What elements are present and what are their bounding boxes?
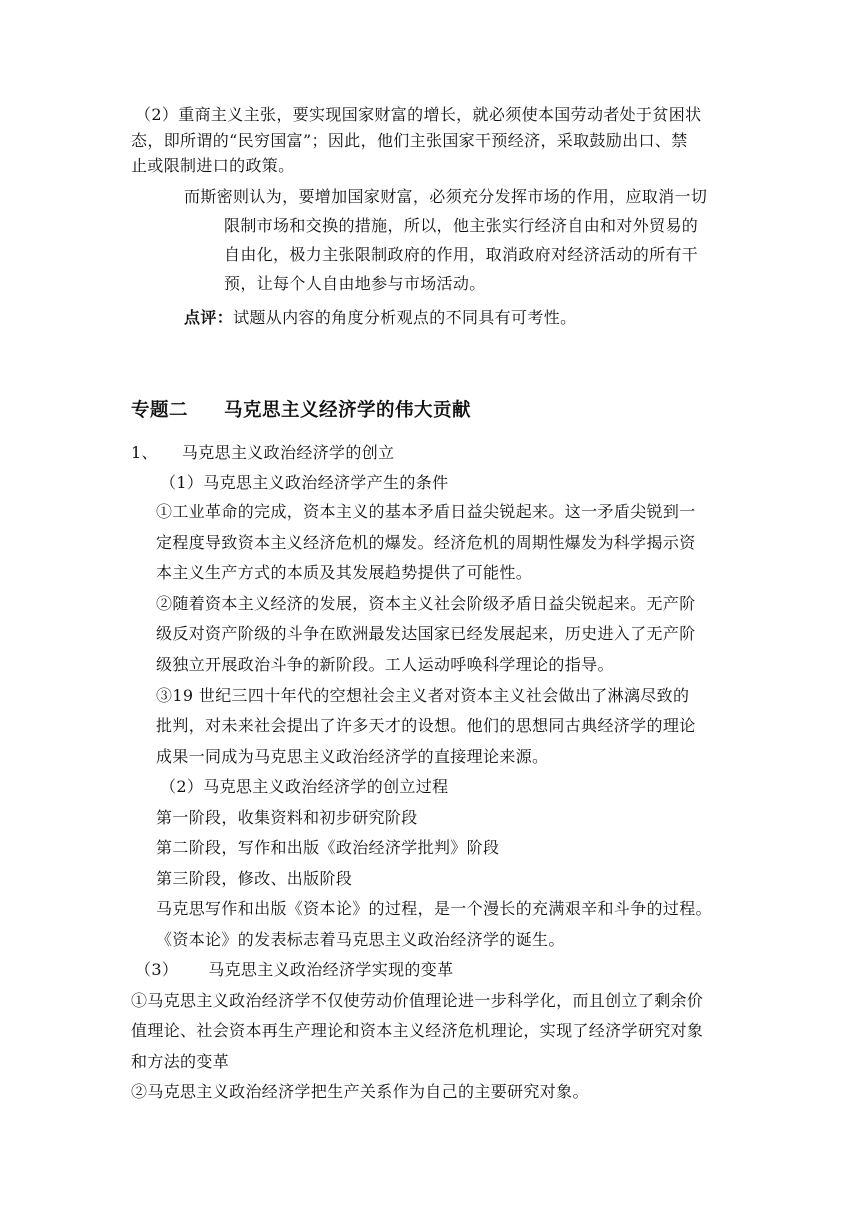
paragraph-line: 止或限制进口的政策。 <box>131 156 295 175</box>
paragraph-line: 定程度导致资本主义经济危机的爆发。经济危机的周期性爆发为科学揭示资 <box>156 533 696 552</box>
topic-heading-prefix: 专题二 <box>131 400 189 421</box>
subheading-number: （3） <box>135 960 179 979</box>
paragraph-line: ②马克思主义政治经济学把生产关系作为自己的主要研究对象。 <box>131 1082 589 1101</box>
comment-text: 试题从内容的角度分析观点的不同具有可考性。 <box>233 308 577 327</box>
subheading <box>135 958 454 982</box>
item-text: 马克思主义政治经济学的创立 <box>181 443 395 462</box>
paragraph-line: ③19 世纪三四十年代的空想社会主义者对资本主义社会做出了淋漓尽致的 <box>156 686 690 705</box>
topic-heading <box>131 397 471 425</box>
paragraph-line: ②随着资本主义经济的发展，资本主义社会阶级矛盾日益尖锐起来。无产阶 <box>156 594 696 613</box>
paragraph-line: ①马克思主义政治经济学不仅使劳动价值理论进一步科学化，而且创立了剩余价 <box>131 991 704 1010</box>
paragraph-line: 《资本论》的发表标志着马克思主义政治经济学的诞生。 <box>156 930 565 949</box>
subheading-text: 马克思主义政治经济学实现的变革 <box>208 960 454 979</box>
topic-heading-text: 马克思主义经济学的伟大贡献 <box>224 400 472 421</box>
paragraph-line: 级独立开展政治斗争的新阶段。工人运动呼唤科学理论的指导。 <box>156 655 614 674</box>
stage-line: 第三阶段，修改、出版阶段 <box>156 869 353 888</box>
paragraph-line: 预，让每个人自由地参与市场活动。 <box>224 274 486 293</box>
paragraph-line: 和方法的变革 <box>131 1052 230 1071</box>
paragraph-line: 而斯密则认为，要增加国家财富，必须充分发挥市场的作用，应取消一切 <box>184 187 708 206</box>
paragraph-line: 级反对资产阶级的斗争在欧洲最发达国家已经发展起来，历史进入了无产阶 <box>156 624 696 643</box>
comment-label: 点评： <box>184 308 234 327</box>
paragraph-line: 态，即所谓的“民穷国富”；因此，他们主张国家干预经济，采取鼓励出口、禁 <box>131 131 688 150</box>
paragraph-line: 限制市场和交换的措施，所以，他主张实行经济自由和对外贸易的 <box>224 216 699 235</box>
paragraph-line: ①工业革命的完成，资本主义的基本矛盾日益尖锐起来。这一矛盾尖锐到一 <box>156 502 696 521</box>
paragraph-line: 成果一同成为马克思主义政治经济学的直接理论来源。 <box>156 747 549 766</box>
paragraph-line: 批判，对未来社会提出了许多天才的设想。他们的思想同古典经济学的理论 <box>156 716 696 735</box>
paragraph-line: 值理论、社会资本再生产理论和资本主义经济危机理论，实现了经济学研究对象 <box>131 1021 704 1040</box>
paragraph-line: 马克思写作和出版《资本论》的过程，是一个漫长的充满艰辛和斗争的过程。 <box>156 899 712 918</box>
paragraph-line: 本主义生产方式的本质及其发展趋势提供了可能性。 <box>156 563 533 582</box>
paragraph-line: 自由化，极力主张限制政府的作用，取消政府对经济活动的所有干 <box>224 245 699 264</box>
item-number: 1、 <box>131 443 158 462</box>
comment-line <box>184 306 576 330</box>
stage-line: 第一阶段，收集资料和初步研究阶段 <box>156 808 418 827</box>
subheading: （2）马克思主义政治经济学的创立过程 <box>160 777 449 796</box>
item-heading <box>131 441 394 465</box>
stage-line: 第二阶段，写作和出版《政治经济学批判》阶段 <box>156 838 500 857</box>
subheading: （1）马克思主义政治经济学产生的条件 <box>160 473 449 492</box>
paragraph-line: （2）重商主义主张，要实现国家财富的增长，就必须使本国劳动者处于贫困状 <box>135 105 702 124</box>
